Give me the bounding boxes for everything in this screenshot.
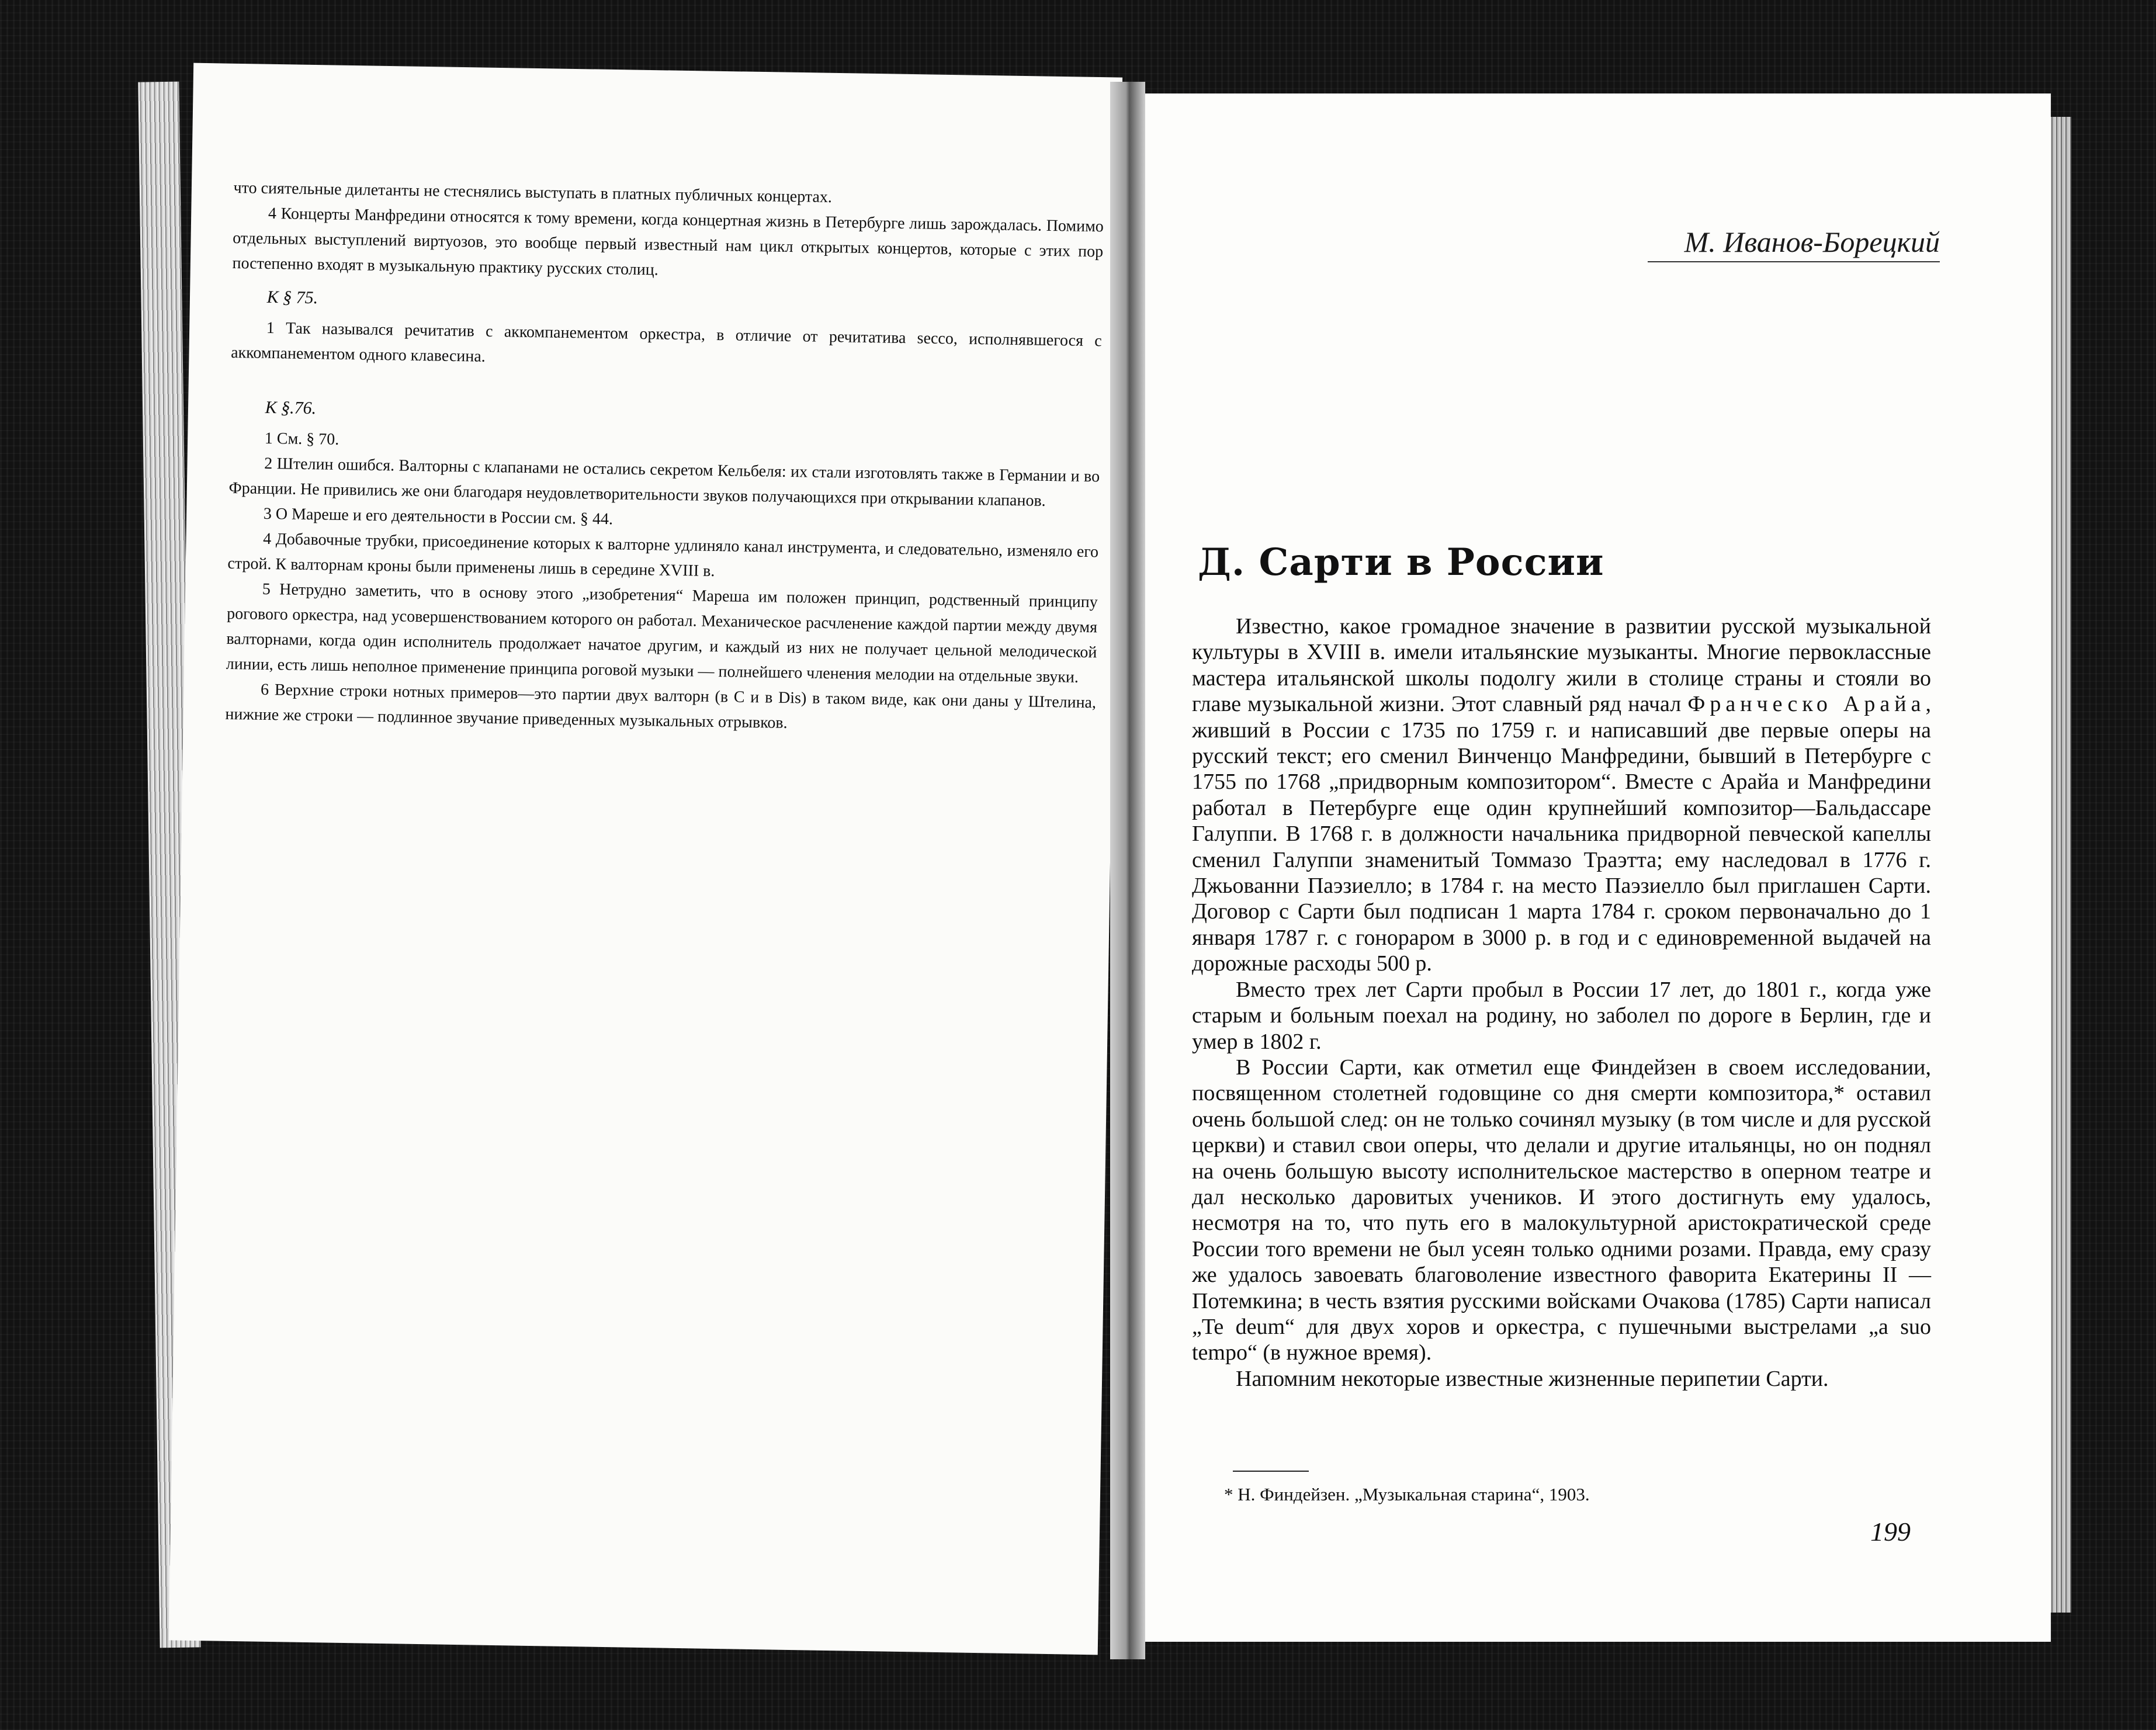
footnote: * Н. Финдейзен. „Музыкальная старина“, 1903. — [1224, 1484, 1590, 1504]
note-paragraph: 6 Верхние строки нотных примеров—это партии двух валторн (в С и в Dis) в таком виде, как они даны у Штелина, нижние же строки — подлинное звучание приведенных музыкальных отрывков. — [225, 680, 1097, 732]
body-paragraph: Напомним некоторые известные жизненные перипетии Сарти. — [1236, 1366, 1829, 1391]
section-reference: К § 75. — [266, 287, 318, 308]
paragraph-text: , живший в России с 1735 по 1759 г. и написавший две первые оперы на русский текст; его сменил Винченцо Манфредини, бывший в Петербурге с 1755 по 1768 „придворным композитором“. Вместе с Арайа и Манфредини работал в Петербурге еще один крупнейший композитор—Бальдассаре Галуппи. В 1768 г. в должности начальника придворной певческой капеллы сменил Галуппи знаменитый Томмазо Траэтта; ему наследовал в 1776 г. Джьованни Паэзиелло; в 1784 г. на место Паэзиелло был приглашен Сарти. Договор с Сарти был подписан 1 марта 1784 г. сроком первоначально до 1 января 1787 г. с гонораром в 3000 р. в год и с единовременной выдачей на дорожные расходы 500 р. — [1192, 692, 1931, 976]
note-paragraph: 2 Штелин ошибся. Валторны с клапанами не остались секретом Кельбеля: их стали изготовлять также в Германии и во Франции. Не привились же они благодаря неудовлетворительности звуков получающихся при открывании клапанов. — [228, 454, 1100, 510]
right-page-body — [1192, 613, 1931, 1392]
note-paragraph: 1 См. § 70. — [264, 429, 339, 449]
note-paragraph: 4 Концерты Манфредини относятся к тому времени, когда концертная жизнь в Петербурге лишь зарождалась. Помимо отдельных выступлений виртуозов, это вообще первый известный нам цикл открытых концертов, которые с этих пор постепенно входят в музыкальную практику русских столиц. — [232, 204, 1104, 279]
page-number: 199 — [1870, 1517, 1911, 1547]
note-paragraph: 3 О Мареше и его деятельности в России см. § 44. — [263, 504, 613, 529]
note-paragraph: 1 Так назывался речитатив с аккомпанементом оркестра, в отличие от речитатива secco, исполнявшегося с аккомпанементом одного клавесина. — [230, 318, 1102, 366]
footnote-rule — [1233, 1471, 1309, 1472]
body-paragraph — [1192, 613, 1931, 977]
author-name: М. Иванов-Борецкий — [1648, 225, 1940, 262]
body-paragraph: В России Сарти, как отметил еще Финдейзен в своем исследовании, посвященном столетней годовщине со дня смерти композитора,* оставил очень большой след: он не только сочинял музыку (в том числе и для русской церкви) и ставил свои оперы, что делали и другие итальянцы, но он поднял на очень большую высоту исполнительское мастерство в оперном театре и дал несколько даровитых учеников. И этого достигнуть ему удалось, несмотря на то, что путь его в малокультурной аристократической среде России того времени не был усеян только одними розами. Правда, ему сразу же удалось завоевать благоволение известного фаворита Екатерины II — Потемкина; в честь взятия русскими войсками Очакова (1785) Сарти написал „Te deum“ для двух хоров и оркестра, с пушечными выстрелами „a suo tempo“ (в нужное время). — [1192, 1055, 1931, 1365]
chapter-title: Д. Сарти в России — [1198, 540, 1604, 584]
highlighted-name: Франческо Арайа — [1687, 692, 1926, 717]
book-gutter — [1110, 82, 1145, 1659]
note-paragraph: что сиятельные дилетанты не стеснялись выступать в платных публичных концертах. — [233, 178, 833, 207]
note-paragraph: 4 Добавочные трубки, присоединение которых к валторне удлиняло канал инструмента, и следовательно, изменяло его строй. К валторнам кроны были применены лишь в середине XVIII в. — [227, 529, 1099, 581]
section-reference: К §.76. — [265, 397, 317, 418]
left-page-notes — [225, 175, 1104, 740]
note-paragraph: 5 Нетрудно заметить, что в основу этого „изобретения“ Мареша им положен принцип, родственный принципу рогового оркестра, над усовершенствованием которого он работал. Механическое расчленение каждой партии между двумя валторнами, когда один исполнитель продолжает начатое другим, и каждый из них не получает цельной мелодической линии, есть лишь неполное применение принципа роговой музыки — полнейшего членения мелодии на отдельные звуки. — [226, 580, 1098, 687]
paragraph-text: Известно, какое громадное значение в развитии русской музыкальной культуры в XVIII в. имели итальянские музыканты. Многие первоклассные мастера итальянской школы подолгу жили в столице страны и стояли во главе музыкальной жизни. Этот славный ряд начал — [1192, 614, 1931, 717]
body-paragraph: Вместо трех лет Сарти пробыл в России 17 лет, до 1801 г., когда уже старым и больным поехал на родину, но заболел по дороге в Берлин, где и умер в 1802 г. — [1192, 977, 1931, 1054]
